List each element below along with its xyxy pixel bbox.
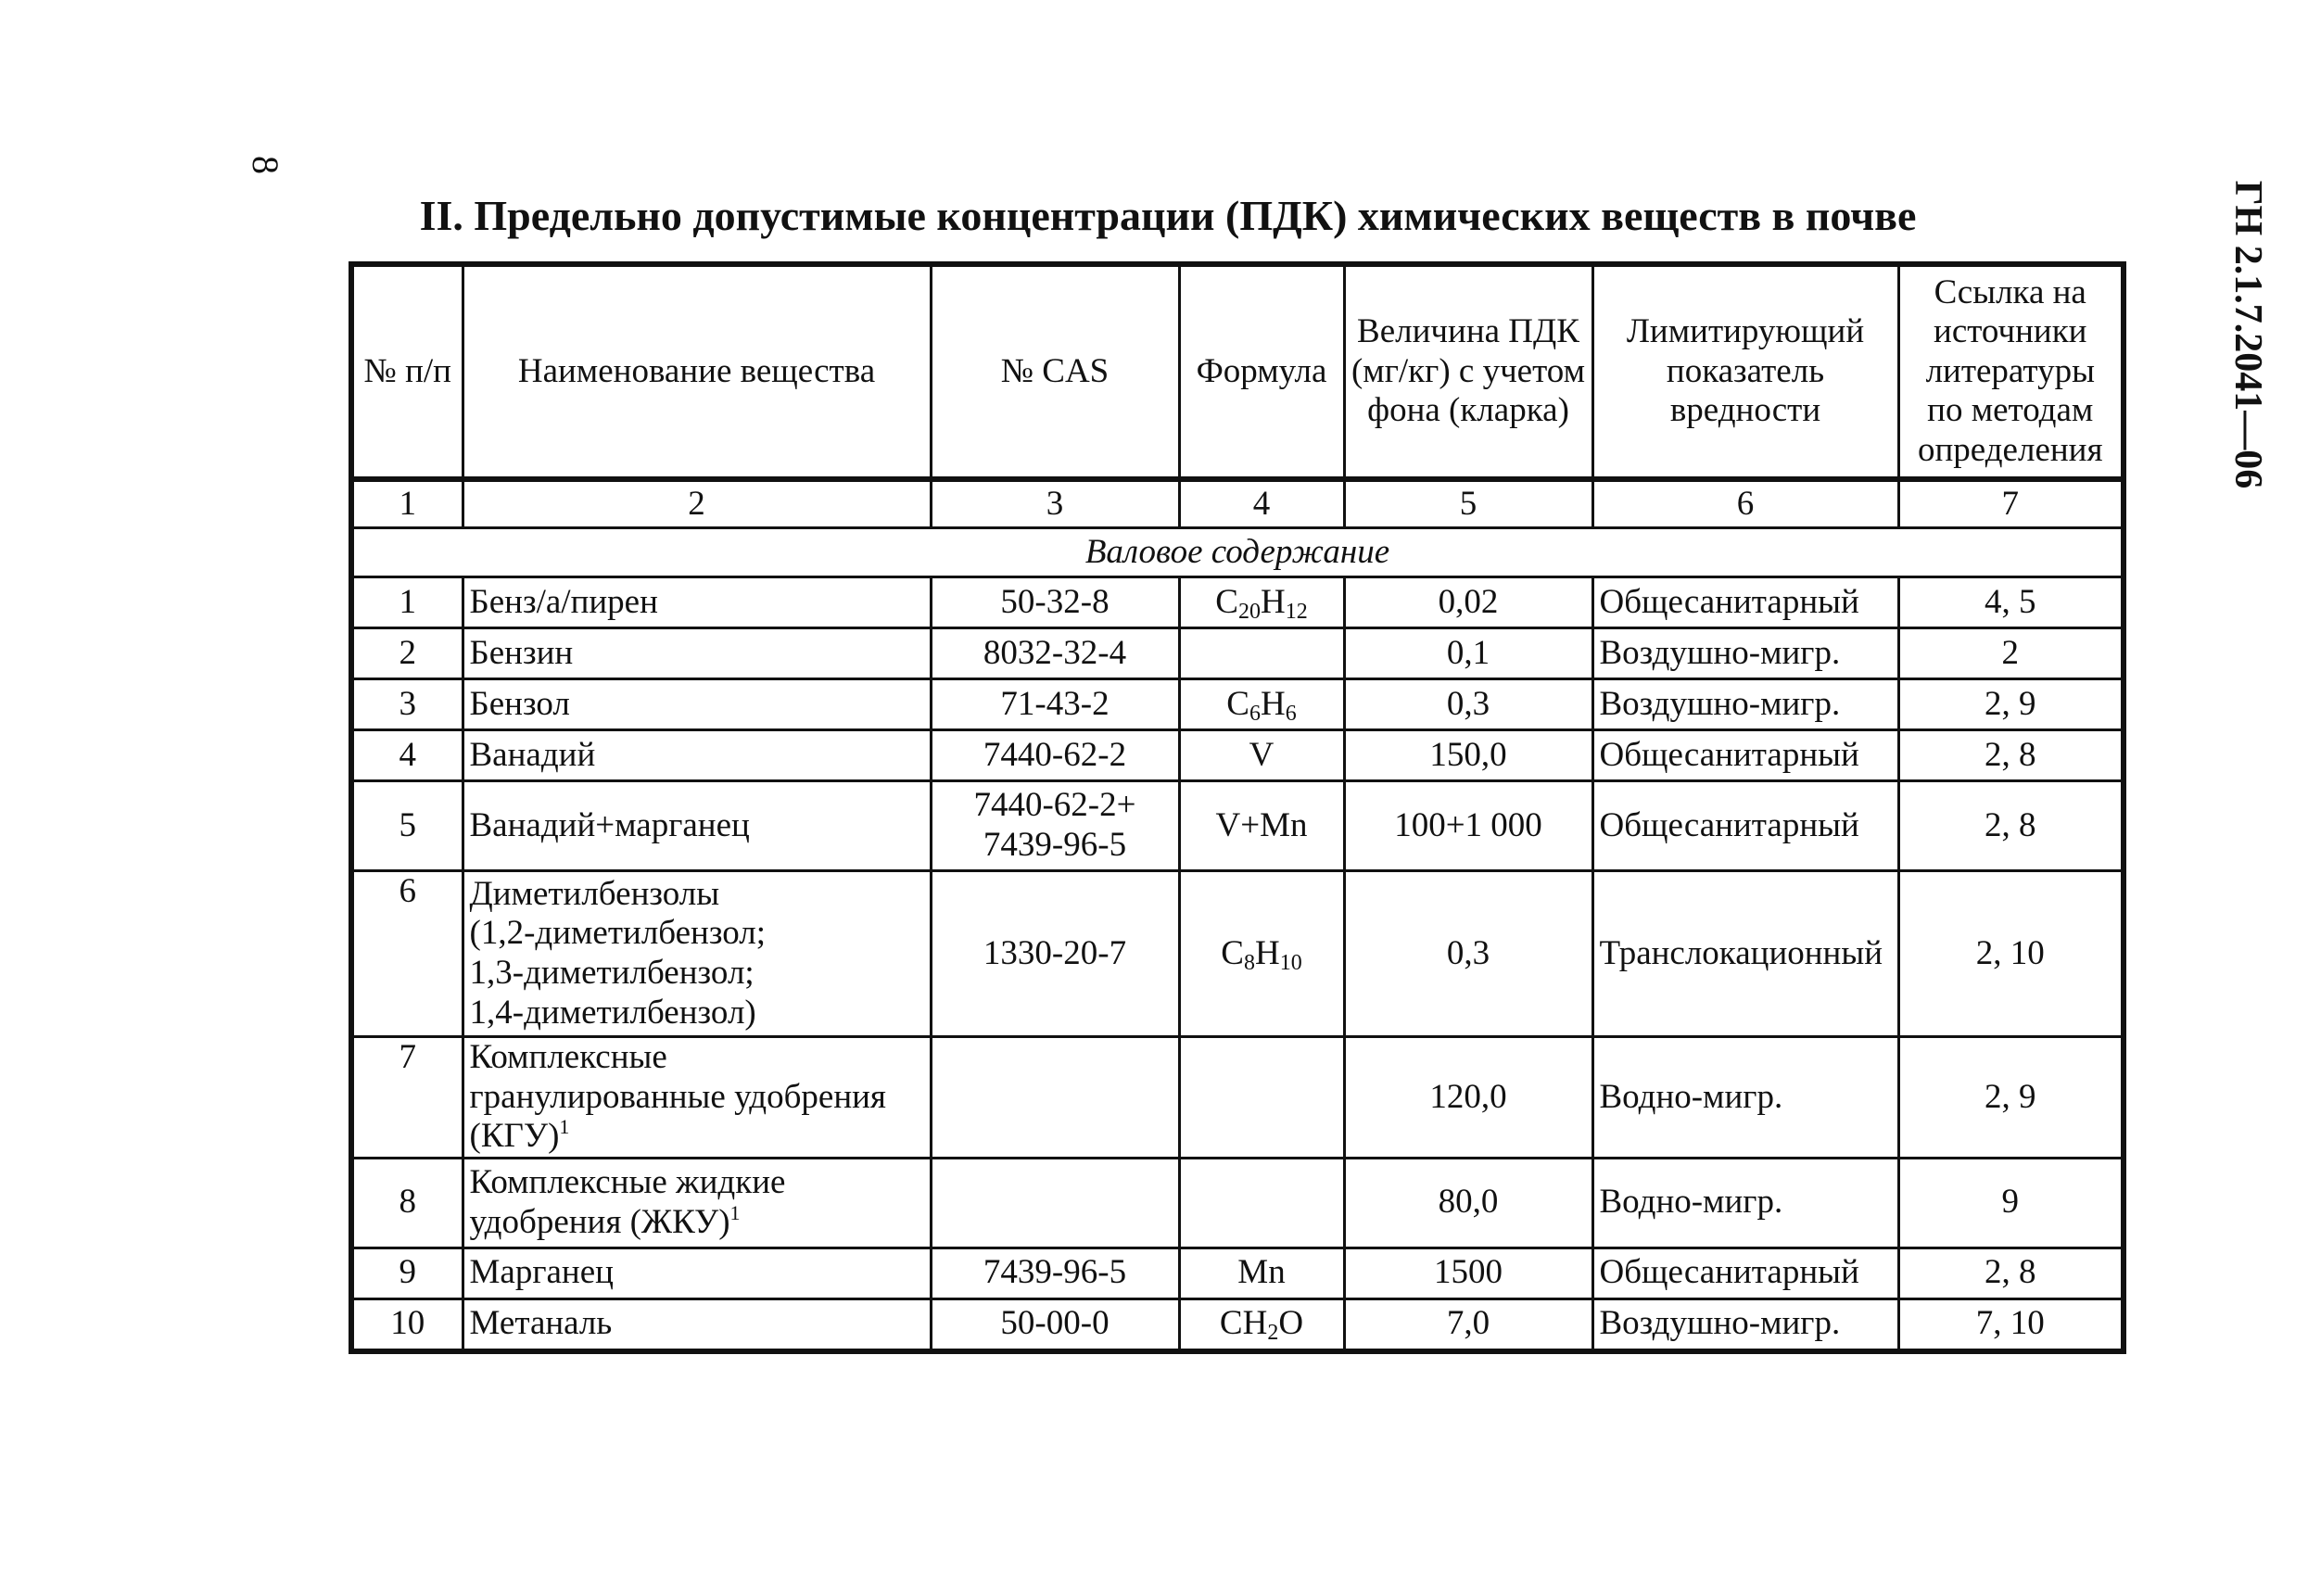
- header-num: № п/п: [351, 264, 463, 479]
- chemical-formula: $CH_2O$: [1179, 1298, 1344, 1351]
- row-number: 5: [351, 781, 463, 871]
- row-number: 2: [351, 628, 463, 679]
- pdk-value: 120,0: [1344, 1037, 1592, 1159]
- column-number: 6: [1592, 479, 1898, 528]
- cas-number: 8032-32-4: [931, 628, 1179, 679]
- pdk-value: 0,02: [1344, 577, 1592, 628]
- row-number: 8: [351, 1158, 463, 1248]
- pdk-value: 100+1 000: [1344, 781, 1592, 871]
- chemical-formula: V: [1179, 730, 1344, 781]
- row-number: 10: [351, 1298, 463, 1351]
- pdk-table: [349, 261, 2126, 1354]
- substance-name-text: Комплексные жидкие удобрения (ЖКУ): [469, 1163, 786, 1241]
- table-row: [351, 1037, 2124, 1159]
- cas-number: 7440-62-2+ 7439-96-5: [931, 781, 1179, 871]
- cas-number: 71-43-2: [931, 679, 1179, 730]
- chemical-formula: V+Mn: [1179, 781, 1344, 871]
- header-refs: Ссылка на источники литературы по методам определения: [1898, 264, 2124, 479]
- pdk-value: 0,3: [1344, 871, 1592, 1037]
- literature-refs: 2, 8: [1898, 730, 2124, 781]
- substance-name: [463, 1037, 931, 1159]
- table-row: [351, 730, 2124, 781]
- table-title: II. Предельно допустимые концентрации (ПДК) химических веществ в почве: [419, 192, 1917, 239]
- hazard-indicator: Общесанитарный: [1592, 577, 1898, 628]
- hazard-indicator: Общесанитарный: [1592, 730, 1898, 781]
- hazard-indicator: Транслокационный: [1592, 871, 1898, 1037]
- header-name: Наименование вещества: [463, 264, 931, 479]
- literature-refs: 9: [1898, 1158, 2124, 1248]
- table-row: [351, 781, 2124, 871]
- substance-name: [463, 781, 931, 871]
- substance-name-text: Ванадий+марганец: [469, 805, 750, 844]
- substance-name: [463, 730, 931, 781]
- header-formula: Формула: [1179, 264, 1344, 479]
- substance-name-text: Бенз/а/пирен: [469, 582, 658, 621]
- chemical-formula: $C_6H_6$: [1179, 679, 1344, 730]
- footnote-marker: 1: [729, 1200, 741, 1224]
- table-row: [351, 871, 2124, 1037]
- header-row: [351, 264, 2124, 479]
- pdk-value: 80,0: [1344, 1158, 1592, 1248]
- footnote-marker: 1: [559, 1115, 570, 1139]
- table-row: [351, 628, 2124, 679]
- substance-name-text: Метаналь: [469, 1304, 613, 1343]
- hazard-indicator: Воздушно-мигр.: [1592, 628, 1898, 679]
- literature-refs: 4, 5: [1898, 577, 2124, 628]
- cas-number: 50-00-0: [931, 1298, 1179, 1351]
- table-row: [351, 679, 2124, 730]
- chemical-formula: [1179, 1037, 1344, 1159]
- row-number: 9: [351, 1248, 463, 1298]
- cas-number: 50-32-8: [931, 577, 1179, 628]
- hazard-indicator: Водно-мигр.: [1592, 1037, 1898, 1159]
- column-number: 4: [1179, 479, 1344, 528]
- literature-refs: 2, 8: [1898, 1248, 2124, 1298]
- header-cas: № CAS: [931, 264, 1179, 479]
- literature-refs: 2, 9: [1898, 1037, 2124, 1159]
- document-code: ГН 2.1.7.2041—06: [2226, 180, 2269, 489]
- pdk-value: 7,0: [1344, 1298, 1592, 1351]
- chemical-formula: [1179, 1158, 1344, 1248]
- substance-name-text: Бензол: [469, 684, 570, 723]
- pdk-value: 1500: [1344, 1248, 1592, 1298]
- substance-name-text: Диметилбензолы (1,2-диметилбензол; 1,3-диметилбензол; 1,4-диметилбензол): [469, 874, 767, 1032]
- header-indicator: Лимитирующий показатель вредности: [1592, 264, 1898, 479]
- table-row: [351, 1158, 2124, 1248]
- cas-number: [931, 1037, 1179, 1159]
- substance-name: [463, 1248, 931, 1298]
- literature-refs: 2, 9: [1898, 679, 2124, 730]
- substance-name: [463, 1298, 931, 1351]
- row-number: 3: [351, 679, 463, 730]
- column-number: 2: [463, 479, 931, 528]
- substance-name-text: Марганец: [469, 1253, 614, 1292]
- table-row: [351, 577, 2124, 628]
- section-row: [351, 528, 2124, 577]
- literature-refs: 2, 8: [1898, 781, 2124, 871]
- chemical-formula: Mn: [1179, 1248, 1344, 1298]
- column-number: 5: [1344, 479, 1592, 528]
- section-title: Валовое содержание: [351, 528, 2124, 577]
- chemical-formula: [1179, 628, 1344, 679]
- hazard-indicator: Общесанитарный: [1592, 781, 1898, 871]
- hazard-indicator: Воздушно-мигр.: [1592, 679, 1898, 730]
- header-value: Величина ПДК (мг/кг) с учетом фона (кларка): [1344, 264, 1592, 479]
- row-number: 6: [351, 871, 463, 1037]
- cas-number: 7439-96-5: [931, 1248, 1179, 1298]
- cas-number: 7440-62-2: [931, 730, 1179, 781]
- page-number: 8: [245, 156, 286, 174]
- column-number: 3: [931, 479, 1179, 528]
- substance-name: [463, 871, 931, 1037]
- cas-number: [931, 1158, 1179, 1248]
- pdk-value: 150,0: [1344, 730, 1592, 781]
- row-number: 7: [351, 1037, 463, 1159]
- substance-name: [463, 577, 931, 628]
- row-number: 1: [351, 577, 463, 628]
- substance-name-text: Комплексные гранулированные удобрения (КГУ): [469, 1038, 886, 1156]
- chemical-formula: $C_{20}H_{12}$: [1179, 577, 1344, 628]
- row-number: 4: [351, 730, 463, 781]
- literature-refs: 2, 10: [1898, 871, 2124, 1037]
- hazard-indicator: Общесанитарный: [1592, 1248, 1898, 1298]
- substance-name: [463, 679, 931, 730]
- substance-name: [463, 1158, 931, 1248]
- chemical-formula: $C_8H_{10}$: [1179, 871, 1344, 1037]
- pdk-value: 0,3: [1344, 679, 1592, 730]
- pdk-value: 0,1: [1344, 628, 1592, 679]
- table-row: [351, 1298, 2124, 1351]
- hazard-indicator: Водно-мигр.: [1592, 1158, 1898, 1248]
- substance-name-text: Бензин: [469, 633, 574, 672]
- table-row: [351, 1248, 2124, 1298]
- column-number: 7: [1898, 479, 2124, 528]
- substance-name-text: Ванадий: [469, 735, 596, 774]
- hazard-indicator: Воздушно-мигр.: [1592, 1298, 1898, 1351]
- substance-name: [463, 628, 931, 679]
- literature-refs: 2: [1898, 628, 2124, 679]
- column-number: 1: [351, 479, 463, 528]
- cas-number: 1330-20-7: [931, 871, 1179, 1037]
- column-numbers-row: [351, 479, 2124, 528]
- literature-refs: 7, 10: [1898, 1298, 2124, 1351]
